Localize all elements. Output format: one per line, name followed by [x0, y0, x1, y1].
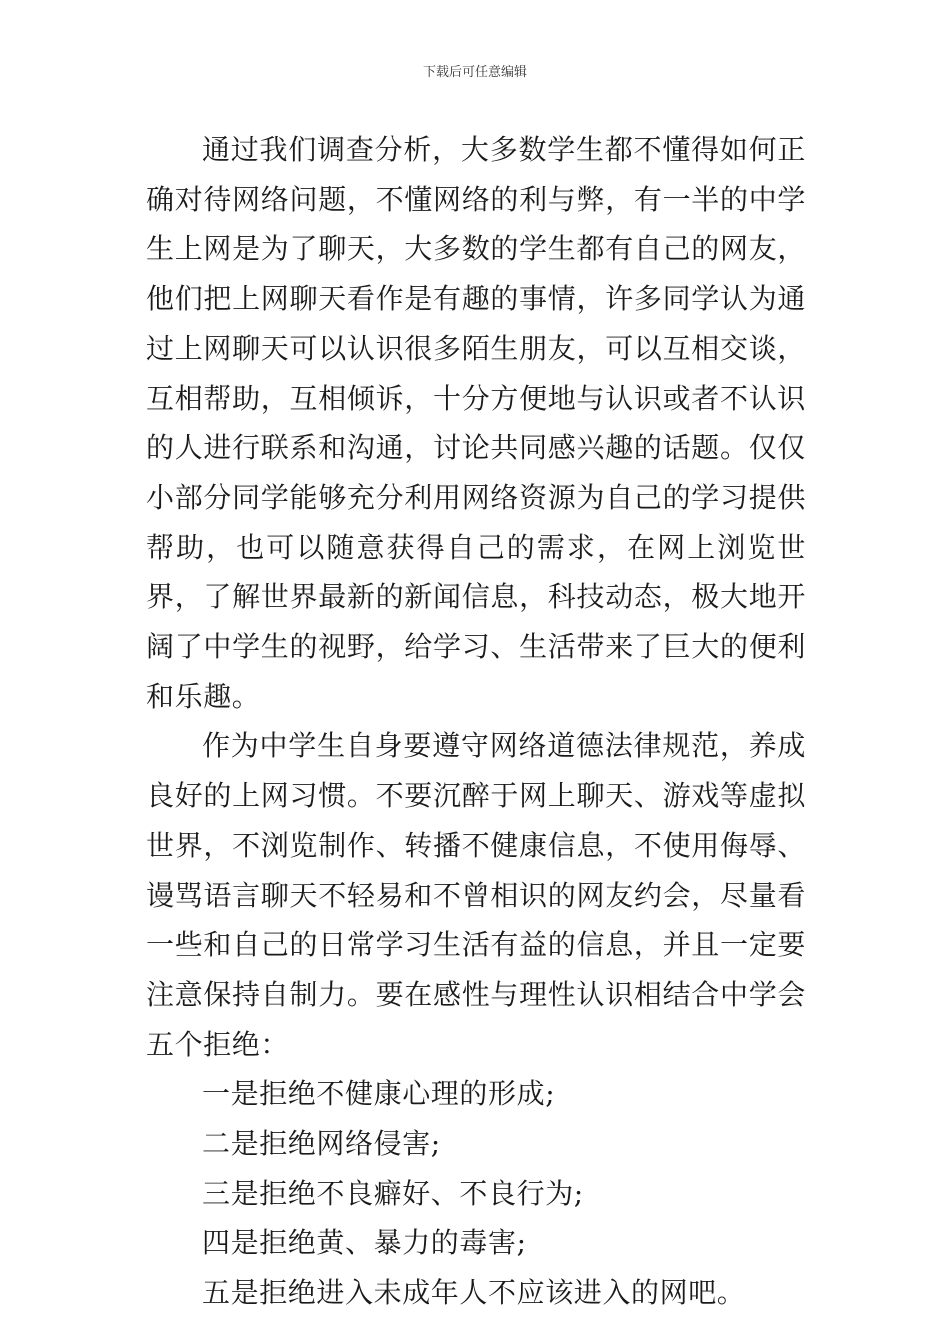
page-header-note: 下载后可任意编辑 — [422, 65, 527, 80]
list-item-refusal-1: 一是拒绝不健康心理的形成; — [202, 1077, 556, 1111]
list-item-refusal-5: 五是拒绝进入未成年人不应该进入的网吧。 — [202, 1276, 746, 1310]
list-item-refusal-4: 四是拒绝黄、暴力的毒害; — [202, 1226, 527, 1260]
document-body — [146, 125, 806, 1318]
paragraph-survey-analysis: 通过我们调查分析，大多数学生都不懂得如何正确对待网络问题，不懂网络的利与弊，有一半的中学生上网是为了聊天，大多数的学生都有自己的网友，他们把上网聊天看作是有趣的事情，许多同学认为通过上网聊天可以认识很多陌生朋友，可以互相交谈，互相帮助，互相倾诉，十分方便地与认识或者不认识的人进行联系和沟通，讨论共同感兴趣的话题。仅仅小部分同学能够充分利用网络资源为自己的学习提供帮助，也可以随意获得自己的需求，在网上浏览世界，了解世界最新的新闻信息，科技动态，极大地开阔了中学生的视野，给学习、生活带来了巨大的便利和乐趣。 — [146, 133, 806, 713]
list-item-refusal-3: 三是拒绝不良癖好、不良行为; — [202, 1176, 584, 1210]
list-item-refusal-2: 二是拒绝网络侵害; — [202, 1127, 441, 1161]
paragraph-student-conduct: 作为中学生自身要遵守网络道德法律规范，养成良好的上网习惯。不要沉醉于网上聊天、游戏等虚拟世界，不浏览制作、转播不健康信息，不使用侮辱、谩骂语言聊天不轻易和不曾相识的网友约会，尽量看一些和自己的日常学习生活有益的信息，并且一定要注意保持自制力。要在感性与理性认识相结合中学会五个拒绝： — [146, 729, 806, 1061]
